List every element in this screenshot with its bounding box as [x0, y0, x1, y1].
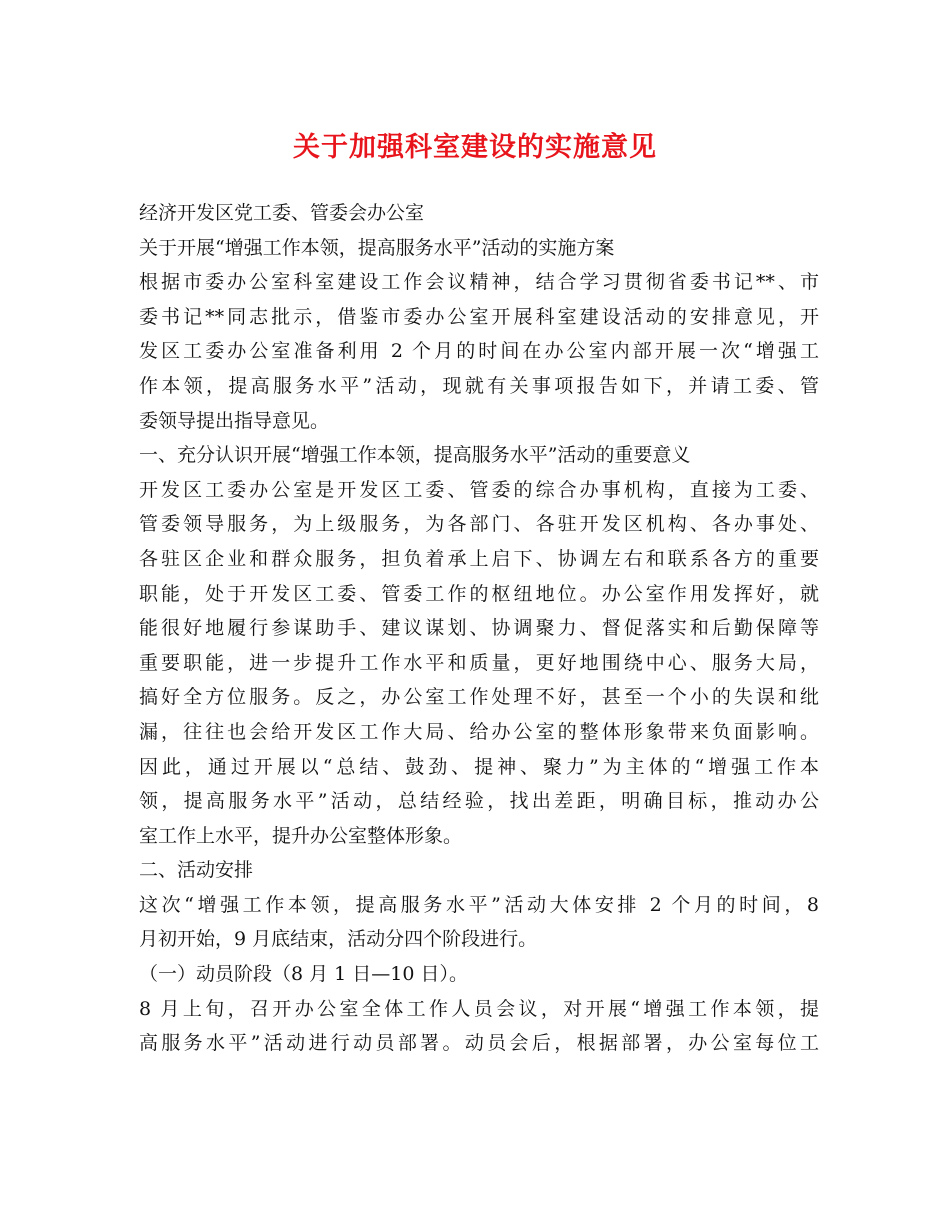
body-line: 各驻区企业和群众服务，担负着承上启下、协调左右和联系各方的重要 [139, 547, 819, 570]
body-line: 高服务水平”活动进行动员部署。动员会后，根据部署，办公室每位工 [139, 1032, 819, 1055]
body-line: 一、充分认识开展“增强工作本领，提高服务水平”活动的重要意义 [139, 444, 691, 467]
body-line: 经济开发区党工委、管委会办公室 [139, 202, 425, 224]
body-line: 重要职能，进一步提升工作水平和质量，更好地围绕中心、服务大局， [139, 651, 819, 674]
body-line: 职能，处于开发区工委、管委工作的枢纽地位。办公室作用发挥好，就 [139, 582, 819, 605]
body-line: 发区工委办公室准备利用 2 个月的时间在办公室内部开展一次“增强工 [139, 340, 819, 363]
document-title: 关于加强科室建设的实施意见 [293, 132, 657, 163]
body-line: 作本领，提高服务水平”活动，现就有关事项报告如下，并请工委、管 [139, 374, 819, 397]
body-line: 关于开展“增强工作本领，提高服务水平”活动的实施方案 [139, 236, 615, 259]
body-line: 因此，通过开展以“总结、鼓劲、提神、聚力”为主体的“增强工作本 [139, 755, 819, 778]
body-line: 管委领导服务，为上级服务，为各部门、各驻开发区机构、各办事处、 [139, 513, 819, 536]
body-line: 室工作上水平，提升办公室整体形象。 [139, 824, 463, 847]
body-line: 领，提高服务水平”活动，总结经验，找出差距，明确目标，推动办公 [139, 790, 819, 813]
body-line: 根据市委办公室科室建设工作会议精神，结合学习贯彻省委书记**、市 [139, 271, 819, 294]
body-line: （一）动员阶段（8 月 1 日—10 日）。 [139, 963, 469, 986]
body-line: 这次“增强工作本领，提高服务水平”活动大体安排 2 个月的时间，8 [139, 893, 819, 916]
body-line: 搞好全方位服务。反之，办公室工作处理不好，甚至一个小的失误和纰 [139, 686, 819, 709]
body-line: 委书记**同志批示，借鉴市委办公室开展科室建设活动的安排意见，开 [139, 305, 819, 328]
body-line: 委领导提出指导意见。 [139, 409, 330, 432]
body-line: 开发区工委办公室是开发区工委、管委的综合办事机构，直接为工委、 [139, 478, 819, 501]
body-line: 月初开始，9 月底结束，活动分四个阶段进行。 [139, 928, 538, 951]
document-body [139, 196, 819, 1061]
body-line: 8 月上旬，召开办公室全体工作人员会议，对开展“增强工作本领，提 [139, 997, 819, 1020]
body-line: 能很好地履行参谋助手、建议谋划、协调聚力、督促落实和后勤保障等 [139, 617, 819, 640]
body-line: 漏，往往也会给开发区工作大局、给办公室的整体形象带来负面影响。 [139, 720, 819, 743]
body-line: 二、活动安排 [139, 859, 254, 882]
